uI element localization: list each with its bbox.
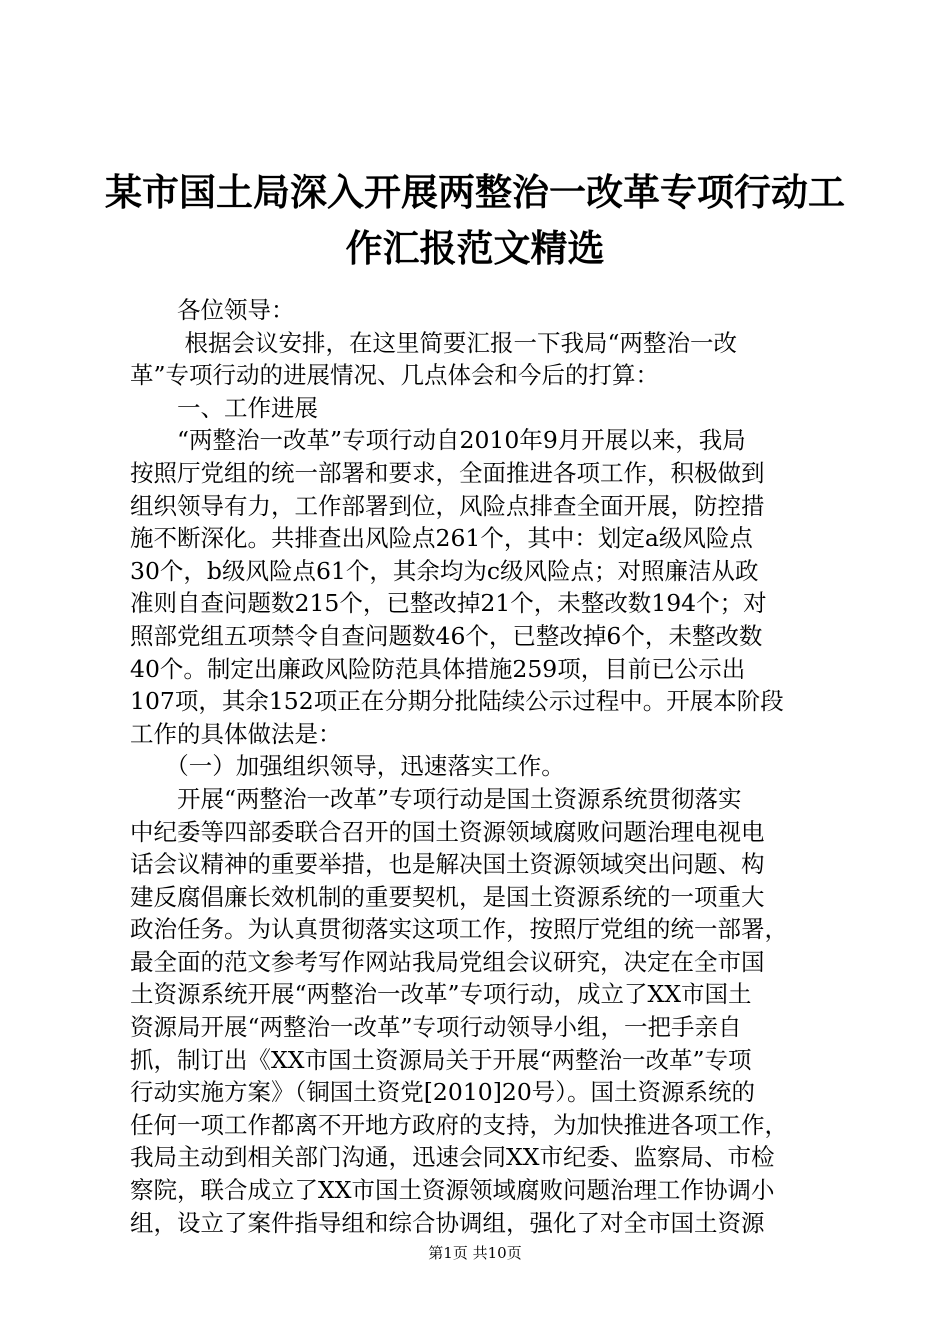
body-line: 按照厅党组的统一部署和要求，全面推进各项工作，积极做到 [130,458,765,487]
body-line: “两整治一改革”专项行动自2010年9月开展以来，我局 [130,426,746,455]
document-title-line-1: 某市国土局深入开展两整治一改革专项行动工 [105,170,845,214]
body-line: 建反腐倡廉长效机制的重要契机，是国土资源系统的一项重大 [130,882,765,911]
document-body [130,294,830,1239]
body-line: 组，设立了案件指导组和综合协调组，强化了对全市国土资源 [130,1208,765,1237]
body-line: 施不断深化。共排查出风险点261个，其中：划定a级风险点 [130,524,753,553]
body-line: 各位领导： [130,296,295,324]
body-line: 30个，b级风险点61个，其余均为c级风险点；对照廉洁从政 [130,556,759,585]
body-line: 工作的具体做法是： [130,719,342,748]
body-line: 任何一项工作都离不开地方政府的支持，为加快推进各项工作， [130,1110,788,1139]
body-line: 抓，制订出《XX市国土资源局关于开展“两整治一改革”专项 [130,1045,752,1074]
body-line: 40个。制定出廉政风险防范具体措施259项，目前已公示出 [130,654,746,683]
body-line: 组织领导有力，工作部署到位，风险点排查全面开展，防控措 [130,491,765,520]
body-line: 照部党组五项禁令自查问题数46个，已整改掉6个，未整改数 [130,621,763,650]
body-line: 土资源系统开展“两整治一改革”专项行动，成立了XX市国土 [130,980,752,1009]
document-title-line-2: 作汇报范文精选 [345,226,605,270]
body-line: 话会议精神的重要举措，也是解决国土资源领域突出问题、构 [130,850,765,879]
body-line: 革”专项行动的进展情况、几点体会和今后的打算： [130,361,660,390]
body-line: 行动实施方案》（铜国土资党[2010]20号）。国土资源系统的 [130,1078,756,1107]
body-line: 政治任务。为认真贯彻落实这项工作，按照厅党组的统一部署， [130,915,788,944]
page-footer: 第1页 共10页 [428,1244,522,1262]
body-line: 察院，联合成立了XX市国土资源领域腐败问题治理工作协调小 [130,1176,775,1205]
body-line: 资源局开展“两整治一改革”专项行动领导小组，一把手亲自 [130,1013,742,1042]
body-line: 准则自查问题数215个，已整改掉21个，未整改数194个；对 [130,589,767,618]
body-line: 开展“两整治一改革”专项行动是国土资源系统贯彻落实 [130,784,742,813]
body-line: 我局主动到相关部门沟通，迅速会同XX市纪委、监察局、市检 [130,1143,775,1172]
body-line: 107项，其余152项正在分期分批陆续公示过程中。开展本阶段 [130,687,784,716]
body-line: 一、工作进展 [130,393,318,422]
body-line: （一）加强组织领导，迅速落实工作。 [130,752,565,781]
body-line: 最全面的范文参考写作网站我局党组会议研究，决定在全市国 [130,947,765,976]
body-line: 根据会议安排，在这里简要汇报一下我局“两整治一改 [130,328,737,357]
body-line: 中纪委等四部委联合召开的国土资源领域腐败问题治理电视电 [130,817,765,846]
